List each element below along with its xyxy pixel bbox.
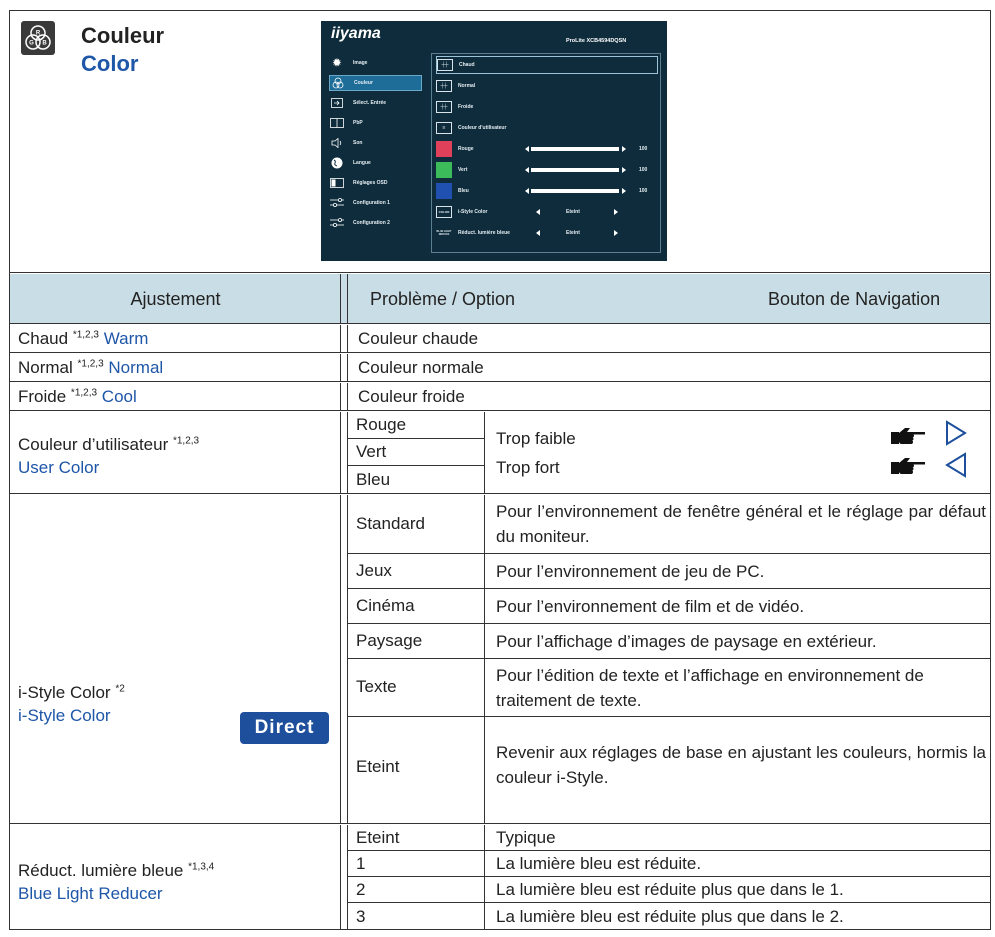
option-cell (348, 851, 485, 876)
label-fr: i-Style Color (18, 683, 116, 702)
option-vert: Vert (356, 442, 387, 461)
osd-menu-couleur[interactable] (329, 75, 422, 91)
adjustment-cell (10, 412, 341, 493)
label-fr: Froide (18, 387, 71, 406)
adjustment-label (18, 683, 125, 703)
adjustment-label (18, 358, 163, 378)
option-row (348, 589, 991, 624)
label-fr: Couleur d’utilisateur (18, 435, 173, 454)
option-name: Standard (356, 514, 425, 533)
osd-item-label: Vert (458, 167, 468, 173)
input-icon (329, 97, 345, 109)
pointing-hand-icon (891, 456, 925, 479)
globe-icon (329, 157, 345, 169)
osd-menu-image[interactable] (329, 55, 422, 71)
options-cell (347, 412, 990, 493)
osd-item-chaud[interactable] (436, 56, 658, 74)
description: Couleur froide (358, 387, 465, 406)
green-swatch (436, 162, 452, 178)
osd-model-name: ProLite XCB4594DQSN (566, 38, 627, 44)
osd-item-label: Froide (458, 104, 474, 110)
table-row-froide (10, 383, 990, 411)
table-row-istyle (10, 495, 990, 824)
blue-light-icon: BLUE LIGHT REDUCE (436, 230, 452, 236)
option-cell (348, 903, 485, 930)
description-cell (347, 383, 990, 410)
adjustment-cell (10, 495, 341, 823)
osd-menu-label: Sélect. Entrée (353, 100, 387, 106)
options-cell (347, 825, 990, 930)
too-weak-label: Trop faible (496, 429, 576, 448)
option-row (348, 851, 991, 877)
option-row (348, 903, 991, 930)
rgb-letter-g: G (29, 40, 34, 47)
pbp-icon (329, 117, 345, 129)
osd-item-label: Rouge (458, 146, 474, 152)
sliders-icon (329, 217, 345, 229)
osd-item-bleu[interactable] (436, 182, 658, 200)
adjustment-label (18, 329, 148, 349)
option-cell (348, 466, 485, 494)
option-row (348, 825, 991, 851)
option-name: Eteint (356, 757, 400, 776)
left-arrow-icon (536, 230, 540, 236)
label-fr: Chaud (18, 329, 73, 348)
osd-level-bar[interactable] (531, 168, 619, 172)
option-name: Cinéma (356, 596, 415, 615)
osd-menu-config1[interactable] (329, 195, 422, 211)
header-problem-option: Problème / Option (370, 289, 516, 309)
rgb-letter-r: R (35, 30, 41, 37)
left-arrow-icon (525, 167, 529, 173)
osd-item-label: Couleur d'utilisateur (458, 125, 507, 131)
footnote-ref: *1,2,3 (70, 387, 98, 399)
osd-menu-label: PbP (353, 120, 363, 126)
footnote-ref: *1,3,4 (188, 861, 215, 873)
right-arrow-icon (622, 188, 626, 194)
option-name: 1 (356, 854, 366, 873)
osd-item-bluelight[interactable] (436, 224, 658, 242)
header-adjustment: Ajustement (130, 289, 221, 309)
header-cell-adjustment (10, 274, 341, 323)
option-row (348, 659, 991, 717)
blue-swatch (436, 183, 452, 199)
option-description: La lumière bleu est réduite plus que dans le 2. (496, 907, 844, 926)
preset-icon: ┼┼ (437, 59, 453, 71)
footnote-ref: *1,2,3 (72, 329, 99, 341)
adjustment-label (18, 387, 137, 407)
rgb-icon (330, 77, 346, 89)
rgb-color-icon (21, 21, 55, 55)
table-row-normal (10, 354, 990, 382)
osd-item-istyle[interactable] (436, 203, 658, 221)
osd-item-label: Réduct. lumière bleue (458, 230, 510, 236)
option-row (348, 717, 991, 824)
option-cell (348, 554, 485, 588)
option-cell (348, 412, 485, 439)
options-cell (347, 495, 990, 823)
adjustment-cell (10, 325, 341, 352)
footnote-ref: *2 (115, 683, 125, 695)
label-en: Normal (108, 358, 164, 377)
table-row-user-color (10, 412, 990, 494)
option-description: Revenir aux réglages de base en ajustant les couleurs, hormis la couleur i-Style. (496, 743, 986, 787)
label-fr: Réduct. lumière bleue (18, 861, 189, 880)
option-name: Jeux (356, 561, 392, 580)
header-cell-problem (347, 274, 990, 323)
osd-menu-pbp[interactable] (329, 115, 422, 131)
option-description: La lumière bleu est réduite plus que dans le 1. (496, 880, 844, 899)
option-cell (348, 589, 485, 623)
osd-menu-label: Configuration 1 (353, 200, 390, 206)
osd-level-bar[interactable] (531, 189, 619, 193)
option-rouge: Rouge (356, 415, 407, 434)
table-row-chaud (10, 325, 990, 353)
osd-item-rouge[interactable] (436, 140, 658, 158)
option-description: Typique (496, 828, 556, 847)
option-cell (348, 877, 485, 902)
preset-icon: ┼┼ (436, 80, 452, 92)
pointing-hand-icon (891, 426, 925, 449)
option-name: Paysage (356, 631, 423, 650)
osd-level-bar[interactable] (531, 147, 619, 151)
option-cell (348, 825, 485, 850)
osd-item-label: Normal (458, 83, 476, 89)
option-cell (348, 659, 485, 716)
osd-item-normal[interactable] (436, 77, 658, 95)
osd-value: 100 (639, 167, 648, 173)
adjustment-label (18, 861, 214, 881)
istyle-icon: COLOR (436, 206, 452, 218)
right-triangle-icon (945, 420, 967, 451)
label-en: Blue Light Reducer (18, 884, 163, 903)
section-header (10, 11, 990, 273)
osd-logo: iiyama (331, 25, 381, 42)
right-arrow-icon (622, 146, 626, 152)
option-cell (348, 624, 485, 658)
option-description: Pour l’environnement de jeu de PC. (496, 562, 765, 581)
table-row-blue-light (10, 825, 990, 930)
osd-item-froide[interactable] (436, 98, 658, 116)
osd-menu-son[interactable] (329, 135, 422, 151)
label-fr: Normal (18, 358, 78, 377)
description: Couleur normale (358, 358, 484, 377)
osd-menu-osd[interactable] (329, 175, 422, 191)
sun-icon: ✹ (332, 57, 342, 69)
osd-menu-input[interactable] (329, 95, 422, 111)
option-column (348, 412, 485, 493)
adjustment-cell (10, 354, 341, 381)
table-header-row (10, 274, 990, 324)
option-row (348, 554, 991, 589)
option-row (348, 877, 991, 903)
osd-item-label: i-Style Color (458, 209, 488, 215)
osd-menu-config2[interactable] (329, 215, 422, 231)
option-description: Pour l’environnement de film et de vidéo. (496, 597, 805, 616)
left-arrow-icon (525, 188, 529, 194)
option-name: 2 (356, 880, 366, 899)
footnote-ref: *1,2,3 (172, 435, 200, 447)
osd-value: Eteint (566, 209, 580, 215)
right-arrow-icon (622, 167, 626, 173)
osd-item-label: Chaud (459, 62, 475, 68)
osd-screenshot (321, 21, 667, 261)
label-en: i-Style Color (18, 706, 111, 725)
left-arrow-icon (525, 146, 529, 152)
adjustment-label (18, 435, 199, 455)
osd-menu-langue[interactable] (329, 155, 422, 171)
osd-menu-label: Réglages OSD (353, 180, 388, 186)
rgb-letter-b: B (42, 40, 47, 47)
option-name: Eteint (356, 828, 400, 847)
left-triangle-icon (945, 452, 967, 483)
osd-item-label: Bleu (458, 188, 469, 194)
option-description: La lumière bleu est réduite. (496, 854, 702, 873)
option-row (348, 495, 991, 554)
right-arrow-icon (614, 209, 618, 215)
option-description: Pour l’affichage d’images de paysage en extérieur. (496, 632, 877, 651)
left-arrow-icon (536, 209, 540, 215)
osd-menu-label: Configuration 2 (353, 220, 390, 226)
osd-item-vert[interactable] (436, 161, 658, 179)
osd-value: Eteint (566, 230, 580, 236)
option-name: 3 (356, 907, 366, 926)
preset-icon: ┼┼ (436, 101, 452, 113)
option-cell (348, 439, 485, 466)
osd-value: 100 (639, 146, 648, 152)
osd-menu-label: Langue (353, 160, 371, 166)
osd-menu-label: Couleur (354, 80, 373, 86)
option-cell (348, 717, 485, 824)
option-bleu: Bleu (356, 470, 391, 489)
red-swatch (436, 141, 452, 157)
option-cell (348, 495, 485, 553)
osd-menu-label: Image (353, 60, 368, 66)
header-navigation-button: Bouton de Navigation (768, 289, 941, 309)
option-row (348, 624, 991, 659)
label-en: User Color (18, 458, 100, 477)
footnote-ref: *1,2,3 (77, 358, 104, 370)
user-color-icon: ≡ (436, 122, 452, 134)
option-description: Pour l’environnement de fenêtre général et le réglage par défaut du moniteur. (496, 502, 986, 546)
osd-menu-label: Son (353, 140, 363, 146)
right-arrow-icon (614, 230, 618, 236)
osd-color-panel (431, 53, 661, 253)
osd-item-user[interactable] (436, 119, 658, 137)
description: Couleur chaude (358, 329, 479, 348)
speaker-icon (329, 137, 345, 149)
osd-icon (329, 177, 345, 189)
too-strong-label: Trop fort (496, 458, 560, 477)
adjustment-cell (10, 383, 341, 410)
osd-value: 100 (639, 188, 648, 194)
manual-page (9, 10, 991, 930)
direct-badge: Direct (240, 712, 329, 744)
label-en: Cool (101, 387, 137, 406)
description-cell (347, 325, 990, 352)
section-title-en: Color (81, 51, 139, 76)
description-cell (347, 354, 990, 381)
option-name: Texte (356, 677, 397, 696)
label-en: Warm (103, 329, 149, 348)
sliders-icon (329, 197, 345, 209)
section-title-fr: Couleur (81, 23, 165, 48)
option-description: Pour l’édition de texte et l’affichage en environnement de traitement de texte. (496, 666, 924, 710)
adjustment-cell (10, 825, 341, 930)
